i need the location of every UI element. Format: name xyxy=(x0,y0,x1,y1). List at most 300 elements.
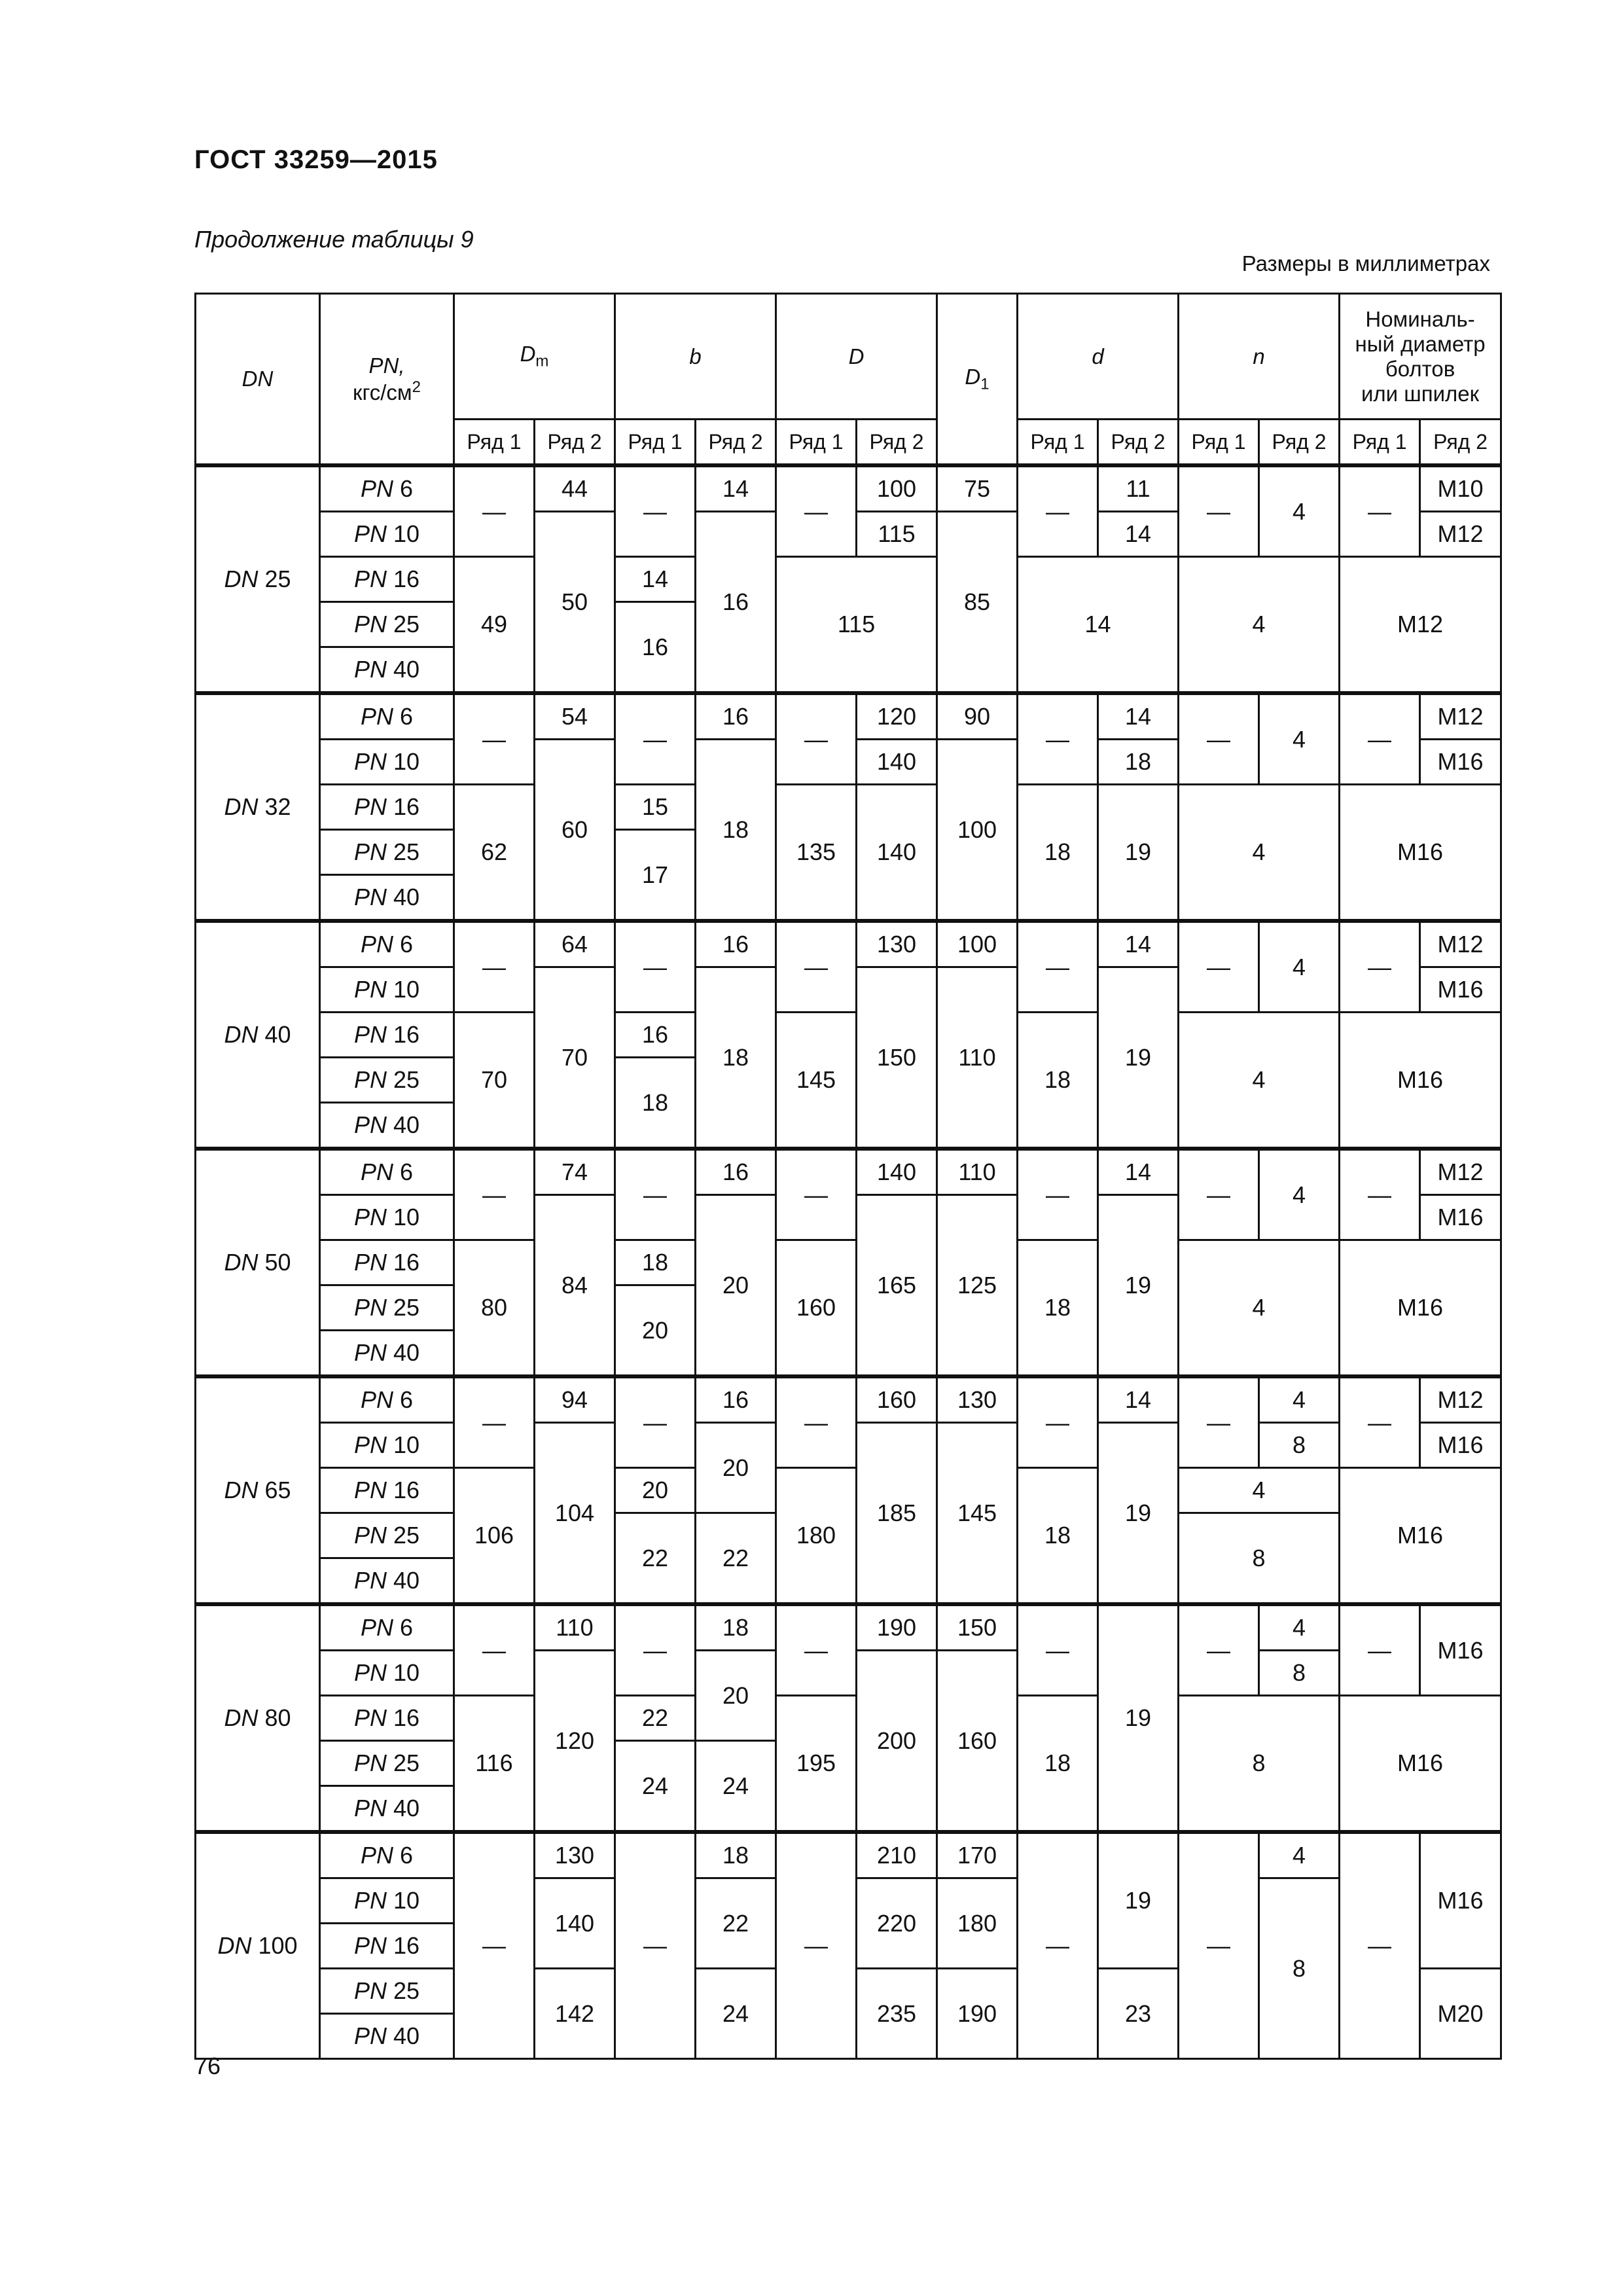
cell: 20 xyxy=(696,1651,776,1741)
cell: — xyxy=(776,921,857,1013)
cell: 16 xyxy=(696,921,776,967)
cell: 18 xyxy=(696,1604,776,1651)
pn-number: 16 xyxy=(393,1932,420,1959)
cell: — xyxy=(454,465,535,557)
cell: — xyxy=(1179,693,1259,785)
group-dn80 xyxy=(196,1604,1501,1832)
pn-number: 10 xyxy=(393,1659,420,1686)
dn-prefix: DN xyxy=(224,1021,259,1048)
cell: 18 xyxy=(615,1240,696,1285)
cell: 4 xyxy=(1259,921,1340,1013)
dn-prefix: DN xyxy=(224,1477,259,1503)
cell: 8 xyxy=(1259,1423,1340,1468)
pn-number: 25 xyxy=(393,838,420,865)
cell: 60 xyxy=(535,740,615,922)
cell: 4 xyxy=(1259,693,1340,785)
cell: M12 xyxy=(1340,557,1501,694)
pn-cell xyxy=(320,465,454,512)
cell: 84 xyxy=(535,1195,615,1377)
cell: 130 xyxy=(535,1832,615,1878)
cell: 4 xyxy=(1179,557,1340,694)
cell: 16 xyxy=(696,1149,776,1195)
pn-number: 16 xyxy=(393,793,420,820)
cell: 14 xyxy=(1098,1376,1179,1423)
cell: 210 xyxy=(857,1832,937,1878)
cell: — xyxy=(615,693,696,785)
cell: 115 xyxy=(776,557,937,694)
cell: M16 xyxy=(1420,1423,1501,1468)
cell: 16 xyxy=(696,512,776,694)
cell: 4 xyxy=(1179,785,1340,922)
cell: — xyxy=(1340,1149,1420,1240)
cell: 14 xyxy=(696,465,776,512)
cell: — xyxy=(1340,1376,1420,1468)
pn-prefix: PN xyxy=(353,2022,387,2049)
cell: — xyxy=(776,1604,857,1696)
cell: 19 xyxy=(1098,1423,1179,1605)
cell: — xyxy=(454,1149,535,1240)
pn-number: 10 xyxy=(393,1431,420,1458)
cell: 18 xyxy=(1098,740,1179,785)
cell: — xyxy=(1018,693,1098,785)
cell: 120 xyxy=(857,693,937,740)
cell: 130 xyxy=(857,921,937,967)
cell: 8 xyxy=(1179,1513,1340,1605)
cell: 4 xyxy=(1259,1604,1340,1651)
dn-number: 100 xyxy=(258,1932,298,1959)
pn-prefix: PN xyxy=(353,1204,387,1230)
pn-cell xyxy=(320,512,454,557)
cell: 140 xyxy=(857,740,937,785)
pn-cell xyxy=(320,1468,454,1513)
cell: — xyxy=(1018,1149,1098,1240)
cell: 74 xyxy=(535,1149,615,1195)
cell: 4 xyxy=(1259,1832,1340,1878)
pn-prefix: PN xyxy=(360,931,393,958)
cell: 44 xyxy=(535,465,615,512)
table-continuation-caption: Продолжение таблицы 9 xyxy=(194,226,474,253)
cell: — xyxy=(1340,921,1420,1013)
pn-cell xyxy=(320,785,454,830)
cell: 22 xyxy=(615,1513,696,1605)
cell: 85 xyxy=(937,512,1018,694)
header-D: D xyxy=(776,294,937,420)
cell: 22 xyxy=(696,1878,776,1969)
cell: 160 xyxy=(857,1376,937,1423)
cell: — xyxy=(1179,921,1259,1013)
cell: 110 xyxy=(937,1149,1018,1195)
pn-cell xyxy=(320,967,454,1013)
header-D1-sub: 1 xyxy=(980,375,990,393)
cell: 104 xyxy=(535,1423,615,1605)
header-row1: Ряд 1 xyxy=(1340,420,1420,466)
header-dm xyxy=(454,294,615,420)
pn-prefix: PN xyxy=(353,1795,387,1821)
dn-prefix: DN xyxy=(224,1704,259,1731)
cell: 22 xyxy=(615,1696,696,1741)
header-n: n xyxy=(1179,294,1340,420)
cell: 19 xyxy=(1098,785,1179,922)
cell: 18 xyxy=(696,1832,776,1878)
dn-cell xyxy=(196,1376,320,1604)
cell: 142 xyxy=(535,1969,615,2059)
cell: 75 xyxy=(937,465,1018,512)
cell: 17 xyxy=(615,830,696,922)
cell: — xyxy=(776,693,857,785)
cell: M20 xyxy=(1420,1969,1501,2059)
cell: 20 xyxy=(696,1423,776,1513)
pn-cell xyxy=(320,740,454,785)
pn-prefix: PN xyxy=(353,793,387,820)
pn-prefix: PN xyxy=(353,1977,387,2004)
pn-prefix: PN xyxy=(353,1704,387,1731)
pn-cell xyxy=(320,557,454,602)
header-D1-symbol: D xyxy=(965,364,981,389)
cell: — xyxy=(1179,1376,1259,1468)
pn-cell xyxy=(320,602,454,647)
cell: 195 xyxy=(776,1696,857,1833)
cell: 14 xyxy=(1098,693,1179,740)
cell: 4 xyxy=(1179,1468,1340,1513)
pn-number: 6 xyxy=(400,1386,414,1413)
cell: M16 xyxy=(1340,785,1501,922)
pn-number: 25 xyxy=(393,1294,420,1321)
cell: — xyxy=(615,1149,696,1240)
pn-cell xyxy=(320,1696,454,1741)
cell: M16 xyxy=(1420,740,1501,785)
cell: M16 xyxy=(1420,1832,1501,1969)
cell: 50 xyxy=(535,512,615,694)
cell: 4 xyxy=(1259,1149,1340,1240)
cell: 24 xyxy=(696,1969,776,2059)
cell: 150 xyxy=(937,1604,1018,1651)
group-dn65 xyxy=(196,1376,1501,1604)
cell: 62 xyxy=(454,785,535,922)
pn-cell xyxy=(320,2014,454,2059)
pn-number: 25 xyxy=(393,1749,420,1776)
cell: 16 xyxy=(615,602,696,694)
pn-prefix: PN xyxy=(353,1749,387,1776)
cell: 18 xyxy=(1018,1696,1098,1833)
standard-number: ГОСТ 33259—2015 xyxy=(194,145,438,174)
pn-cell xyxy=(320,921,454,967)
cell: — xyxy=(776,465,857,557)
header-row1: Ряд 1 xyxy=(615,420,696,466)
cell: — xyxy=(454,1376,535,1468)
cell: 49 xyxy=(454,557,535,694)
cell: 140 xyxy=(535,1878,615,1969)
page-number: 76 xyxy=(194,2053,221,2079)
pn-prefix: PN xyxy=(360,703,393,730)
pn-cell xyxy=(320,1969,454,2014)
header-row2: Ряд 2 xyxy=(1420,420,1501,466)
header-bolt-line: или шпилек xyxy=(1361,381,1480,406)
group-dn100 xyxy=(196,1832,1501,2059)
cell: 125 xyxy=(937,1195,1018,1377)
header-row2: Ряд 2 xyxy=(535,420,615,466)
cell: 19 xyxy=(1098,967,1179,1149)
dn-number: 32 xyxy=(264,793,291,820)
cell: — xyxy=(615,921,696,1013)
pn-number: 6 xyxy=(400,475,414,502)
header-pn-label: PN, xyxy=(368,353,405,378)
cell: 4 xyxy=(1179,1240,1340,1377)
pn-prefix: PN xyxy=(360,1614,393,1641)
pn-prefix: PN xyxy=(353,748,387,775)
cell: 18 xyxy=(1018,1240,1098,1377)
pn-prefix: PN xyxy=(353,611,387,637)
header-d: d xyxy=(1018,294,1179,420)
pn-prefix: PN xyxy=(353,656,387,683)
units-note: Размеры в миллиметрах xyxy=(1241,251,1490,276)
pn-prefix: PN xyxy=(353,1887,387,1914)
cell: M16 xyxy=(1340,1468,1501,1605)
cell: 4 xyxy=(1179,1013,1340,1149)
cell: 15 xyxy=(615,785,696,830)
pn-prefix: PN xyxy=(353,1111,387,1138)
cell: — xyxy=(776,1376,857,1468)
pn-cell xyxy=(320,1832,454,1878)
dn-prefix: DN xyxy=(224,565,259,592)
header-bolt-line: болтов xyxy=(1385,356,1455,381)
cell: — xyxy=(1018,1376,1098,1468)
pn-cell xyxy=(320,1149,454,1195)
cell: 100 xyxy=(937,921,1018,967)
cell: 160 xyxy=(937,1651,1018,1833)
cell: M16 xyxy=(1340,1240,1501,1377)
cell: 16 xyxy=(696,693,776,740)
pn-prefix: PN xyxy=(360,1158,393,1185)
pn-number: 16 xyxy=(393,1021,420,1048)
pn-cell xyxy=(320,1878,454,1924)
cell: 4 xyxy=(1259,1376,1340,1423)
header-b: b xyxy=(615,294,776,420)
header-row1: Ряд 1 xyxy=(1179,420,1259,466)
header-bolt-line: Номиналь- xyxy=(1365,306,1475,331)
pn-number: 25 xyxy=(393,611,420,637)
cell: M16 xyxy=(1340,1696,1501,1833)
cell: 115 xyxy=(857,512,937,557)
pn-prefix: PN xyxy=(353,1522,387,1549)
dn-number: 65 xyxy=(264,1477,291,1503)
header-dm-sub: m xyxy=(535,352,549,370)
cell: 20 xyxy=(615,1285,696,1377)
header-row2: Ряд 2 xyxy=(857,420,937,466)
cell: 80 xyxy=(454,1240,535,1377)
pn-number: 40 xyxy=(393,2022,420,2049)
cell: 23 xyxy=(1098,1969,1179,2059)
cell: — xyxy=(1018,921,1098,1013)
pn-prefix: PN xyxy=(353,1567,387,1594)
cell: — xyxy=(1018,1604,1098,1696)
pn-number: 16 xyxy=(393,1249,420,1276)
pn-cell xyxy=(320,1376,454,1423)
pn-number: 25 xyxy=(393,1066,420,1093)
pn-prefix: PN xyxy=(353,1021,387,1048)
pn-cell xyxy=(320,1240,454,1285)
cell: 20 xyxy=(615,1468,696,1513)
cell: 14 xyxy=(1098,1149,1179,1195)
pn-cell xyxy=(320,1195,454,1240)
cell: M16 xyxy=(1420,967,1501,1013)
cell: — xyxy=(1018,1832,1098,2059)
header-pn xyxy=(320,294,454,466)
pn-prefix: PN xyxy=(360,1842,393,1869)
pn-number: 6 xyxy=(400,1614,414,1641)
pn-cell xyxy=(320,1285,454,1331)
pn-prefix: PN xyxy=(353,520,387,547)
header-row2: Ряд 2 xyxy=(1098,420,1179,466)
cell: M16 xyxy=(1420,1604,1501,1696)
pn-cell xyxy=(320,647,454,694)
pn-cell xyxy=(320,1058,454,1103)
cell: — xyxy=(1179,1832,1259,2059)
cell: 8 xyxy=(1259,1651,1340,1696)
cell: 94 xyxy=(535,1376,615,1423)
pn-prefix: PN xyxy=(353,1249,387,1276)
pn-number: 6 xyxy=(400,703,414,730)
pn-prefix: PN xyxy=(353,1294,387,1321)
cell: — xyxy=(454,1604,535,1696)
pn-number: 6 xyxy=(400,931,414,958)
pn-cell xyxy=(320,1651,454,1696)
cell: 54 xyxy=(535,693,615,740)
cell: — xyxy=(1179,1604,1259,1696)
group-dn40 xyxy=(196,921,1501,1149)
pn-number: 16 xyxy=(393,565,420,592)
cell: 140 xyxy=(857,785,937,922)
cell: — xyxy=(615,1604,696,1696)
cell: 14 xyxy=(1098,921,1179,967)
cell: 190 xyxy=(857,1604,937,1651)
pn-number: 25 xyxy=(393,1522,420,1549)
cell: 14 xyxy=(615,557,696,602)
dn-prefix: DN xyxy=(224,793,259,820)
header-bolt-line: ный диаметр xyxy=(1355,331,1486,356)
cell: 200 xyxy=(857,1651,937,1833)
cell: M16 xyxy=(1340,1013,1501,1149)
cell: 18 xyxy=(1018,1468,1098,1605)
pn-prefix: PN xyxy=(353,1339,387,1366)
pn-number: 40 xyxy=(393,1111,420,1138)
pn-cell xyxy=(320,1924,454,1969)
pn-number: 6 xyxy=(400,1842,414,1869)
pn-cell xyxy=(320,1786,454,1833)
cell: — xyxy=(776,1149,857,1240)
cell: — xyxy=(1179,1149,1259,1240)
pn-prefix: PN xyxy=(360,475,393,502)
cell: 100 xyxy=(857,465,937,512)
cell: M16 xyxy=(1420,1195,1501,1240)
pn-prefix: PN xyxy=(353,1659,387,1686)
cell: 14 xyxy=(1018,557,1179,694)
dn-prefix: DN xyxy=(217,1932,252,1959)
pn-number: 6 xyxy=(400,1158,414,1185)
cell: 150 xyxy=(857,967,937,1149)
dn-number: 25 xyxy=(264,565,291,592)
cell: M12 xyxy=(1420,512,1501,557)
dn-cell xyxy=(196,1149,320,1376)
header-pn-unit-sup: 2 xyxy=(412,378,421,396)
pn-number: 10 xyxy=(393,976,420,1003)
cell: — xyxy=(1340,1832,1420,2059)
cell: 22 xyxy=(696,1513,776,1605)
pn-number: 40 xyxy=(393,656,420,683)
pn-prefix: PN xyxy=(353,976,387,1003)
cell: 165 xyxy=(857,1195,937,1377)
cell: 235 xyxy=(857,1969,937,2059)
pn-prefix: PN xyxy=(353,884,387,910)
cell: 4 xyxy=(1259,465,1340,557)
pn-number: 25 xyxy=(393,1977,420,2004)
cell: 90 xyxy=(937,693,1018,740)
cell: — xyxy=(615,465,696,557)
cell: — xyxy=(454,1832,535,2059)
pn-prefix: PN xyxy=(360,1386,393,1413)
cell: 140 xyxy=(857,1149,937,1195)
header-bolt xyxy=(1340,294,1501,420)
cell: 19 xyxy=(1098,1604,1179,1832)
pn-number: 40 xyxy=(393,1339,420,1366)
cell: 180 xyxy=(776,1468,857,1605)
cell: 170 xyxy=(937,1832,1018,1878)
cell: 120 xyxy=(535,1651,615,1833)
cell: 18 xyxy=(696,740,776,922)
header-dn: DN xyxy=(196,294,320,466)
pn-cell xyxy=(320,1423,454,1468)
cell: 130 xyxy=(937,1376,1018,1423)
pn-cell xyxy=(320,1604,454,1651)
pn-prefix: PN xyxy=(353,565,387,592)
pn-number: 10 xyxy=(393,748,420,775)
header-row1: Ряд 1 xyxy=(454,420,535,466)
flange-dimensions-table xyxy=(194,293,1502,2060)
pn-number: 10 xyxy=(393,1204,420,1230)
cell: — xyxy=(1340,465,1420,557)
cell: 70 xyxy=(454,1013,535,1149)
cell: — xyxy=(1340,693,1420,785)
pn-cell xyxy=(320,875,454,922)
pn-prefix: PN xyxy=(353,838,387,865)
pn-cell xyxy=(320,693,454,740)
dn-number: 50 xyxy=(264,1249,291,1276)
cell: 18 xyxy=(696,967,776,1149)
cell: — xyxy=(615,1376,696,1468)
dn-cell xyxy=(196,1604,320,1832)
cell: 185 xyxy=(857,1423,937,1605)
cell: 110 xyxy=(937,967,1018,1149)
cell: 8 xyxy=(1179,1696,1340,1833)
pn-cell xyxy=(320,1331,454,1377)
cell: — xyxy=(1018,465,1098,557)
pn-number: 16 xyxy=(393,1704,420,1731)
cell: — xyxy=(615,1832,696,2059)
dn-number: 40 xyxy=(264,1021,291,1048)
header-D1 xyxy=(937,294,1018,466)
cell: M12 xyxy=(1420,1149,1501,1195)
cell: — xyxy=(1179,465,1259,557)
cell: M10 xyxy=(1420,465,1501,512)
pn-number: 40 xyxy=(393,884,420,910)
cell: 11 xyxy=(1098,465,1179,512)
pn-cell xyxy=(320,1013,454,1058)
cell: 20 xyxy=(696,1195,776,1377)
dn-cell xyxy=(196,1832,320,2059)
group-dn32 xyxy=(196,693,1501,921)
cell: 190 xyxy=(937,1969,1018,2059)
cell: 18 xyxy=(1018,785,1098,922)
dn-cell xyxy=(196,465,320,693)
